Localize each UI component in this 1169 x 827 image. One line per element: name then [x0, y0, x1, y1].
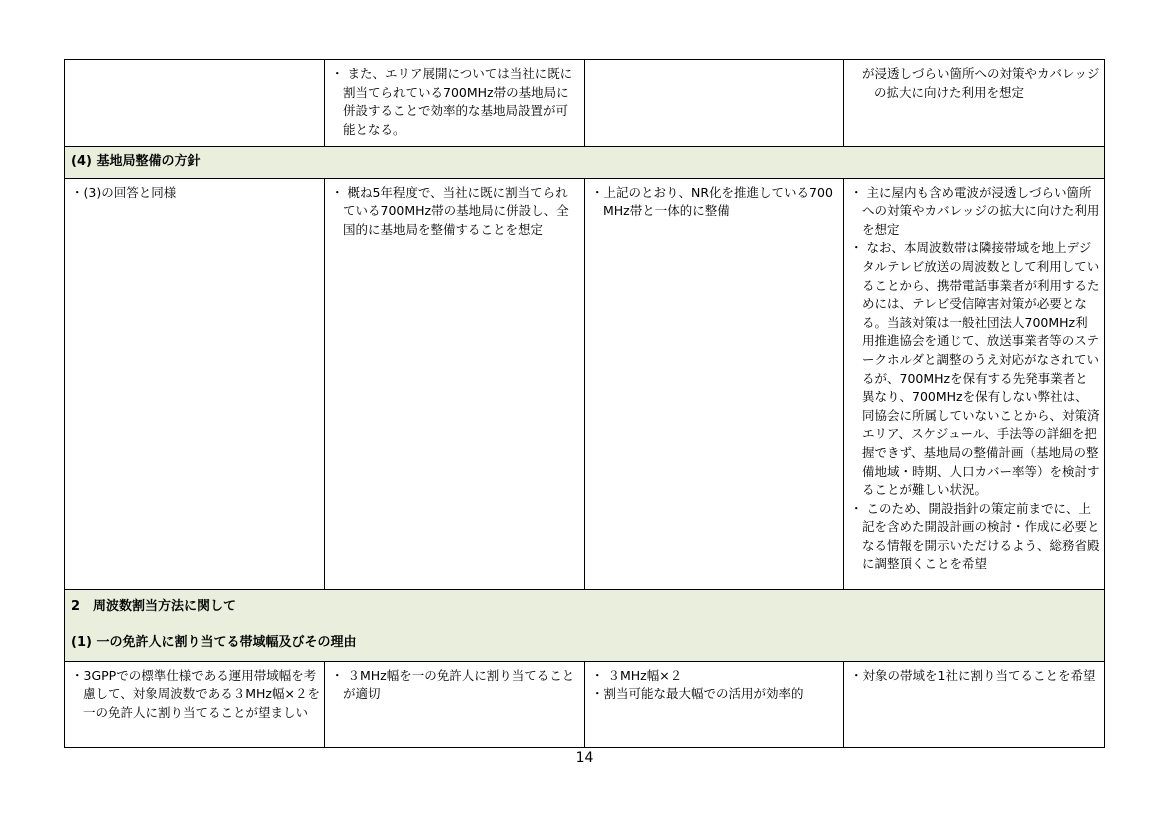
bullet-text: が浸透しづらい箇所への対策やカバレッジの拡大に向けた利用を想定 [862, 66, 1100, 100]
bullet-text: ・対象の帯域を1社に割り当てることを希望 [850, 667, 1096, 683]
section-heading: (4) 基地局整備の方針 [65, 147, 1105, 179]
cell [844, 661, 1105, 747]
cell [325, 661, 585, 747]
cell [844, 60, 1105, 147]
bullet-text: ・ なお、本周波数帯は隣接帯域を地上デジタルテレビ放送の周波数として利用していることから、携帯電話事業者が利用するためには、テレビ受信障害対策が必要となる。当該対策は一般社団法人700MHz利用推進協会を通じて、放送事業者等のステークホルダと調整のうえ対応がなされているが、700MHzを保有する先発事業者と異なり、700MHzを保有しない弊社は、同協会に所属していないことから、対策済エリア、スケジュール、手法等の詳細を把握できず、基地局の整備計画（基地局の整備地域・時期、人口カバー率等）を検討することが難しい状況。 [850, 240, 1100, 498]
cell [65, 661, 325, 747]
section-header-row [65, 147, 1105, 179]
cell [325, 60, 585, 147]
cell [844, 178, 1105, 589]
bullet-text: ・3GPPでの標準仕様である運用帯域幅を考慮して、対象周波数である３MHz幅×２を一の免許人に割り当てることが望ましい [71, 667, 320, 720]
table-row [65, 60, 1105, 147]
bullet-text: ・ また、エリア展開については当社に既に割当てられている700MHz帯の基地局に併設することで効率的な基地局設置が可能となる。 [331, 66, 573, 137]
section-header-row [65, 589, 1105, 661]
cell [585, 661, 844, 747]
subsection-heading: (1) 一の免許人に割り当てる帯域幅及びその理由 [71, 635, 357, 651]
bullet-text: ・ このため、開設指針の策定前までに、上記を含めた開設計画の検討・作成に必要となる情報を開示いただけるよう、総務省殿に調整頂くことを希望 [850, 500, 1100, 572]
cell [585, 60, 844, 147]
table-row [65, 178, 1105, 589]
bullet-text: ・上記のとおり、NR化を推進している700MHz帯と一体的に整備 [591, 184, 833, 219]
bullet-text: ・ 主に屋内も含め電波が浸透しづらい箇所への対策やカバレッジの拡大に向けた利用を想定 [850, 184, 1100, 237]
bullet-text: ・割当可能な最大幅での活用が効率的 [591, 686, 804, 702]
bullet-text: ・ ３MHz幅×２ [591, 667, 683, 683]
cell [65, 178, 325, 589]
cell [325, 178, 585, 589]
cell [585, 178, 844, 589]
cell [65, 60, 325, 147]
bullet-text: ・(3)の回答と同様 [71, 184, 177, 200]
page-number: 14 [575, 750, 594, 766]
table-row [65, 661, 1105, 747]
section-heading: 2 周波数割当方法に関して [71, 598, 237, 614]
response-table [64, 59, 1105, 748]
bullet-text: ・ ３MHz幅を一の免許人に割り当てることが適切 [331, 667, 575, 702]
bullet-text: ・ 概ね5年程度で、当社に既に割当てられている700MHz帯の基地局に併設し、全国的に基地局を整備することを想定 [331, 184, 569, 237]
